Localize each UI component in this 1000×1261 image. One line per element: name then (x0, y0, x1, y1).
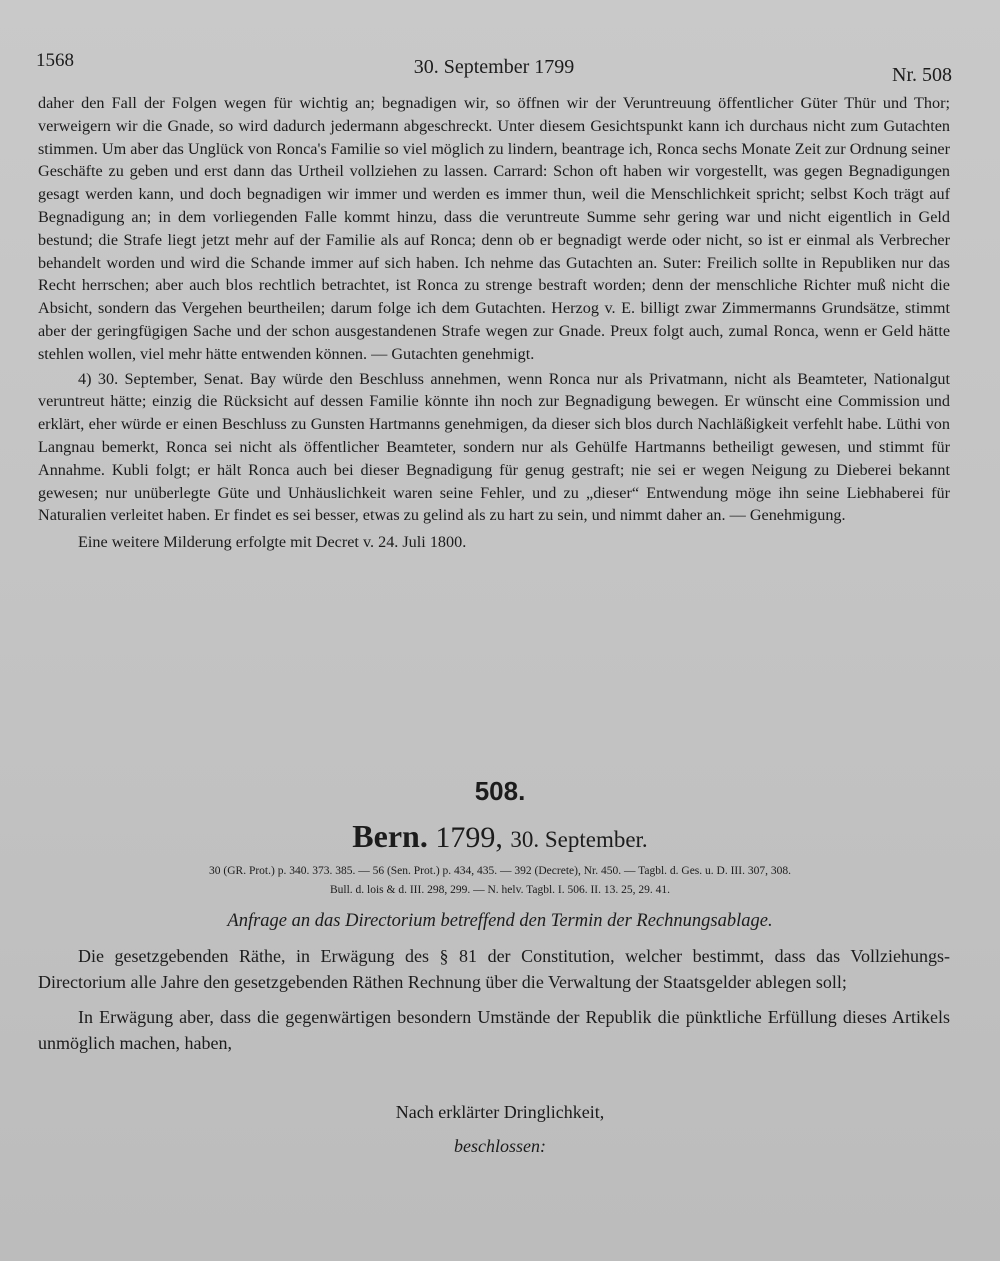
body-text-lower (38, 944, 950, 1066)
running-header (36, 50, 952, 86)
page-number: 1568 (36, 50, 74, 71)
section-year: 1799, (435, 821, 503, 854)
section-date: 30. September. (510, 827, 648, 852)
references-line-1: 30 (GR. Prot.) p. 340. 373. 385. — 56 (Sen. Prot.) p. 434, 435. — 392 (Decrete), Nr. 450. — Tagbl. d. Ges. u. D. III. 307, 308. (209, 865, 791, 877)
resolution-word: beschlossen: (454, 1136, 546, 1156)
body-text-upper (38, 92, 950, 554)
references-line-2: Bull. d. lois & d. III. 298, 299. — N. helv. Tagbl. I. 506. II. 13. 25, 29. 41. (329, 884, 671, 896)
paragraph-senate: 4) 30. September, Senat. Bay würde den Beschluss annehmen, wenn Ronca nur als Privatmann, nicht als Beamteter, Nationalgut veruntreut hätte; einzig die Rücksicht auf dessen Familie könnte ihn noch zur Begnadigung bewegen. Er wünscht eine Commission und erklärt, eher würde er einen Beschluss zu Gunsten Hartmanns genehmigen, da dieser sich blos durch Nachläßigkeit verfehlt habe. Lüthi von Langnau bemerkt, Ronca sei nicht als öffentlicher Beamteter, sondern nur als Gehülfe Hartmanns betheiligt gewesen, und stimmt für Annahme. Kubli folgt; er hält Ronca auch bei dieser Begnadigung für genug gestraft; nie sei er wegen Neigung zu Dieberei bekannt gewesen; nur unüberlegte Güte und Unhäuslichkeit waren seine Fehler, und zu „dieser“ Entwendung möge ihn seine Liebhaberei für Naturalien verleitet haben. Er findet es sei besser, etwas zu gelind als zu hart zu sein, und nimmt daher an. — Genehmigung. (38, 369, 950, 525)
section-title (0, 818, 1000, 855)
source-references (80, 862, 920, 900)
paragraph-considering-1: Die gesetzgebenden Räthe, in Erwägung des § 81 der Constitution, welcher bestimmt, dass das Vollziehungs-Directorium alle Jahre den gesetzgebenden Räthen Rechnung über die Verwaltung der Staatsgelder ablegen soll; (38, 946, 950, 992)
section-number: 508. (474, 776, 526, 806)
paragraph-continued: daher den Fall der Folgen wegen für wichtig an; begnadigen wir, so öffnen wir der Veruntreuung öffentlicher Güter Thür und Thor; verweigern wir die Gnade, so wird dadurch jedermann abgeschreckt. Unter diesem Gesichtspunkt kann ich durchaus nicht zum Gutachten stimmen. Um aber das Unglück von Ronca's Familie so viel möglich zu lindern, beantrage ich, Ronca sechs Monate Zeit zur Ordnung seiner Geschäfte zu geben und erst dann das Urtheil vollziehen zu lassen. Carrard: Schon oft haben wir vorgestellt, was gegen Begnadigungen gesagt werden kann, und doch begnadigen wir immer und werden es immer thun, weil die Menschlichkeit spricht; selbst Koch trägt auf Begnadigung an; in dem vorliegenden Falle kommt hinzu, dass die veruntreute Summe sehr gering war und nicht eigentlich in Geld bestund; die Strafe liegt jetzt mehr auf der Familie als auf Ronca; denn ob er begnadigt werde oder nicht, so ist er einmal als Verbrecher behandelt worden und wird die Schande immer auf sich haben. Ich nehme das Gutachten an. Suter: Freilich sollte in Republiken nur das Recht herrschen; aber auch blos rechtlich betrachtet, ist Ronca zu strenge bestraft worden; denn der menschliche Richter muß nicht die Absicht, sondern das Vergehen beurtheilen; darum folge ich dem Gutachten. Herzog v. E. billigt zwar Zimmermanns Grundsätze, stimmt aber der geringfügigen Sache und der schon ausgestandenen Strafe wegen zur Gnade. Preux folgt auch, zumal Ronca, wenn er Geld hätte stehlen wollen, viel mehr hätte entwenden können. — Gutachten genehmigt. (38, 94, 950, 363)
closing-line: Nach erklärter Dringlichkeit, (395, 1102, 605, 1122)
document-number: Nr. 508 (892, 64, 952, 86)
section-subject: Anfrage an das Directorium betreffend den Termin der Rechnungsablage. (227, 911, 773, 931)
section-place: Bern. (352, 818, 428, 854)
header-date: 30. September 1799 (413, 56, 575, 78)
paragraph-considering-2: In Erwägung aber, dass die gegenwärtigen besondern Umstände der Republik die pünktliche Erfüllung dieses Artikels unmöglich machen, haben, (38, 1007, 950, 1053)
paragraph-note: Eine weitere Milderung erfolgte mit Decret v. 24. Juli 1800. (78, 533, 467, 552)
